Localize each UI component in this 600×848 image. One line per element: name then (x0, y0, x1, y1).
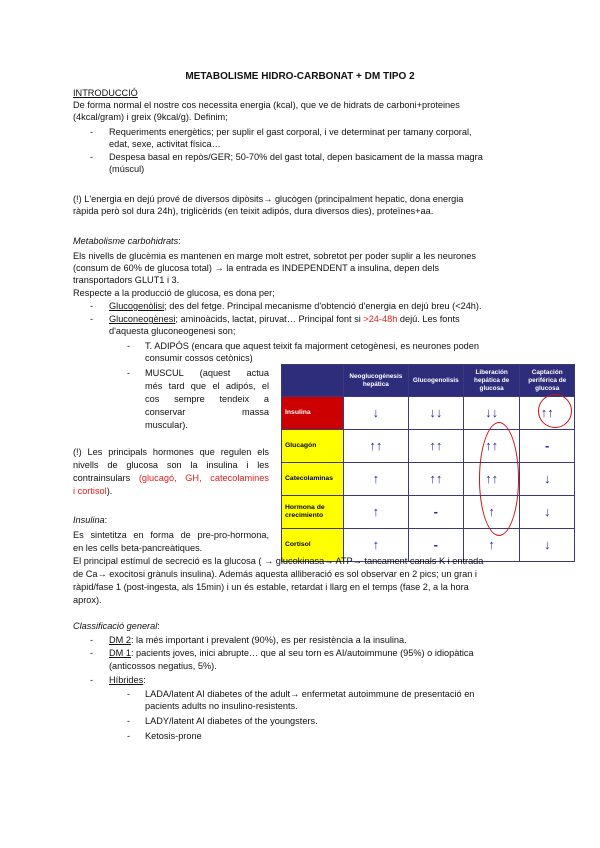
lada-item: pacients adults no insulino-resistents. (145, 701, 298, 711)
metab-para: Els nivells de glucèmia es mantenen en marge molt estret, sobretot per poder suplir a les neurones (73, 251, 476, 261)
hormones-note: (!) Les principals hormones que regulen els (73, 447, 269, 457)
bullet-dash: - (90, 301, 94, 311)
table-cell: - (408, 529, 463, 562)
ketosis-item: Ketosis-prone (145, 731, 202, 741)
insulina-para: Es sintetitza en forma de pre-pro-hormona, (73, 530, 269, 540)
table-header-cell: Glucogenolisis (408, 365, 463, 397)
energy-note: ràpida però sol dura 24h), triglicèrids (en teixit adipós, dura diversos dies), proteïnes+aa. (73, 206, 434, 216)
bullet-text: edat, sexe, activitat física… (109, 139, 221, 149)
row-label: Insulina (282, 397, 344, 430)
insulina-para: El principal estímul de secreció es la glucosa ( → glucokinasa→ ATP→ tancament canals K i entrada (73, 556, 484, 566)
table-cell: - (408, 496, 463, 529)
source-adipos: T. ADIPÓS (encara que aquest teixit fa majorment cetogènesi, es neurones poden (145, 341, 480, 351)
table-header-cell: Liberación hepática de glucosa (463, 365, 520, 397)
table-cell: ↑↑ (408, 463, 463, 496)
red-oval-annotation (538, 394, 572, 428)
table-cell: ↓ (520, 496, 575, 529)
dm1-item: (anticossos negatius, 5%). (109, 661, 217, 671)
table-cell: ↑ (343, 529, 408, 562)
insulina-para: ràpid/fase 1 (post-ingesta, als 15min) i un és estable, retardat i llarg en el temps (fase 2, a la hora (73, 582, 469, 592)
insulina-para: de Ca→ exocitosi grànuls insulina). Además aquesta alliberació es sol observar en 2 pics; un gran i (73, 569, 477, 579)
bullet-dash: - (90, 635, 94, 645)
bullet-text: Requeriments energètics; per suplir el gast corporal, i ve determinat per tamany corporal, (109, 127, 472, 137)
table-cell: ↓ (343, 397, 408, 430)
table-row (282, 463, 575, 496)
intro-heading: INTRODUCCIÓ (73, 88, 138, 98)
bullet-text: (múscul) (109, 164, 145, 174)
source-muscul: MUSCUL (aquest actua (145, 368, 269, 378)
metab-para: transportadors GLUT1 i 3. (73, 275, 180, 285)
table-cell: ↑ (463, 496, 520, 529)
metab-heading: Metabolisme carbohidrats: (73, 236, 181, 246)
bullet-text: Despesa basal en repòs/GER; 50-70% del gast total, depen basicament de la massa magra (109, 152, 483, 162)
lady-item: LADY/latent AI diabetes of the youngsters. (145, 716, 318, 726)
row-label: Catecolaminas (282, 463, 344, 496)
intro-para-line: (4kcal/gram) i greix (9kcal/g). Definim; (73, 112, 228, 122)
row-label: Hormona de crecimiento (282, 496, 344, 529)
table-row (282, 496, 575, 529)
bullet-dash: - (90, 648, 94, 658)
table-cell: ↓↓ (408, 397, 463, 430)
intro-para-line: De forma normal el nostre cos necessita energia (kcal), que ve de hidrats de carboni+proteines (73, 100, 460, 110)
table-cell: ↑ (343, 496, 408, 529)
row-label: Cortisol (282, 529, 344, 562)
table-cell: ↑↑ (520, 397, 575, 430)
insulina-para: aprox). (73, 595, 102, 605)
bullet-dash: - (127, 731, 131, 741)
bullet-dash: - (127, 341, 131, 351)
table-header-row (282, 365, 575, 397)
table-cell: ↑↑ (463, 463, 520, 496)
table-cell: ↑↑ (408, 430, 463, 463)
bullet-dash: - (127, 368, 131, 378)
source-muscul: més tard que el adipós, el (145, 381, 269, 391)
source-muscul: conservar massa (145, 407, 269, 417)
red-oval-annotation (479, 422, 519, 536)
insulina-para: en les cells beta-pancreàtiques. (73, 543, 203, 553)
table-cell: ↑ (463, 529, 520, 562)
bullet-dash: - (90, 675, 94, 685)
hormones-note: i cortisol). (73, 486, 113, 496)
table-header-cell: Neoglucogénesis hepática (343, 365, 408, 397)
dm2-item: DM 2: la més important i prevalent (90%), es per resistència a la insulina. (109, 635, 407, 645)
hormones-note: nivells de glucosa son la insulina i les (73, 460, 269, 470)
insulina-heading: Insulina: (73, 515, 108, 525)
lada-item: LADA/latent AI diabetes of the adult→ enfermetat autoimmune de presentació en (145, 689, 475, 699)
table-cell: ↑↑ (463, 430, 520, 463)
table-cell: ↓ (520, 529, 575, 562)
energy-note: (!) L'energia en dejú prové de diversos dipòsits→ glucògen (principalment hepatic, dona energia (73, 194, 464, 204)
table-cell: ↑ (343, 463, 408, 496)
metab-para: (consum de 60% de glucosa total) → la entrada es INDEPENDENT a insulina, depen dels (73, 263, 439, 273)
metab-para: Respecte a la producció de glucosa, es dona per; (73, 288, 275, 298)
bullet-dash: - (90, 314, 94, 324)
bullet-dash: - (90, 127, 94, 137)
table-cell: ↑↑ (343, 430, 408, 463)
dm1-item: DM 1: pacients joves, inici abrupte… que al seu torn es AI/autoimmune (95%) o idiopàtica (109, 648, 474, 658)
bullet-dash: - (127, 689, 131, 699)
table-row (282, 397, 575, 430)
page-title: METABOLISME HIDRO-CARBONAT + DM TIPO 2 (185, 71, 415, 82)
bullet-dash: - (90, 152, 94, 162)
gluconeogenesi-item: Gluconeogènesi; aminoàcids, lactat, piruvat… Principal font si >24-48h dejú. Les fonts (109, 314, 460, 324)
bullet-dash: - (127, 716, 131, 726)
source-muscul: muscular). (145, 420, 188, 430)
source-adipos: consumir cossos cetònics) (145, 353, 253, 363)
table-header-cell (282, 365, 344, 397)
hibrides-item: Híbrides: (109, 675, 146, 685)
row-label: Glucagón (282, 430, 344, 463)
hormones-note: contrainsulars (glucagó, GH, catecolamines (73, 473, 269, 483)
source-muscul: cos sempre tendeix a (145, 394, 269, 404)
hormone-effects-table (281, 364, 575, 562)
table-cell: ↓↓ (463, 397, 520, 430)
table-header-cell: Captación periférica de glucosa (520, 365, 575, 397)
table-cell: ↓ (520, 463, 575, 496)
table-cell: - (520, 430, 575, 463)
glucogenolisi-item: Glucogenòlisi; des del fetge. Principal mecanisme d'obtenció d'energia en dejú breu (<24h). (109, 301, 482, 311)
classif-heading: Classificació general: (73, 621, 160, 631)
table-row (282, 430, 575, 463)
gluconeogenesi-item: d'aquesta gluconeogenesi son; (109, 326, 236, 336)
